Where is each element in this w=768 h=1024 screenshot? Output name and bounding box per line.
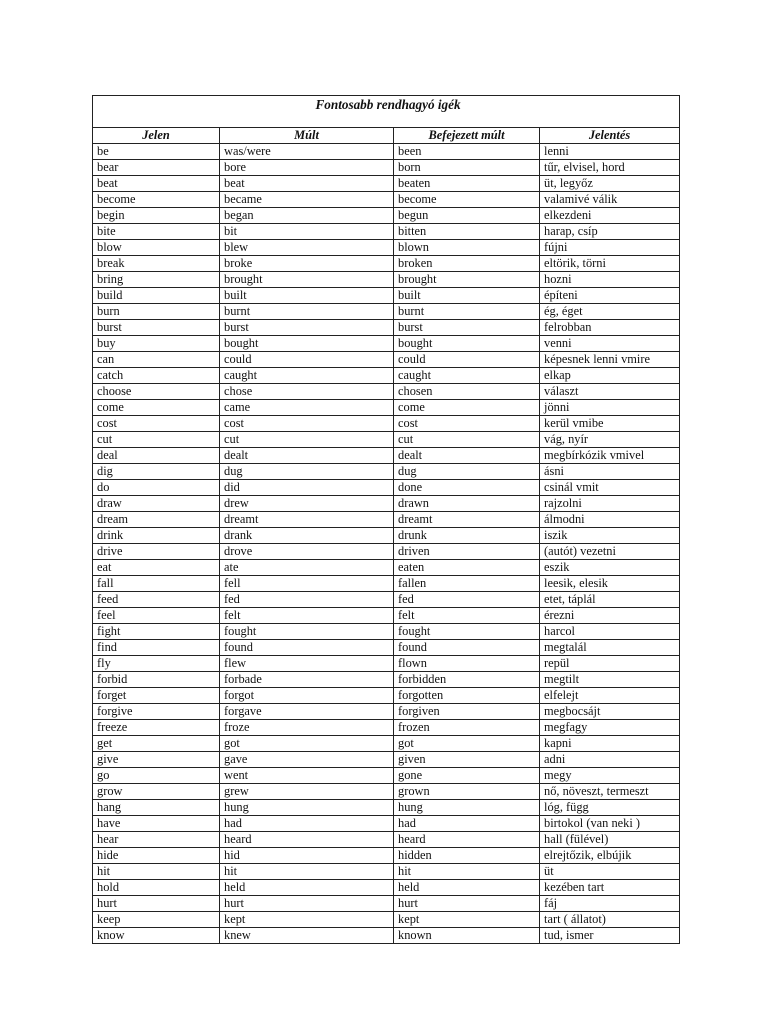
- present-form-cell: go: [93, 768, 220, 784]
- table-row: [93, 208, 680, 224]
- past-form-cell: chose: [220, 384, 394, 400]
- table-row: [93, 880, 680, 896]
- table-row: [93, 560, 680, 576]
- past-participle-cell: dreamt: [394, 512, 540, 528]
- table-row: [93, 752, 680, 768]
- past-participle-cell: broken: [394, 256, 540, 272]
- past-form-cell: brought: [220, 272, 394, 288]
- past-participle-cell: got: [394, 736, 540, 752]
- present-form-cell: break: [93, 256, 220, 272]
- column-header-past-participle: Befejezett múlt: [394, 128, 540, 144]
- past-participle-cell: bitten: [394, 224, 540, 240]
- meaning-cell: venni: [540, 336, 680, 352]
- past-form-cell: hung: [220, 800, 394, 816]
- meaning-cell: fújni: [540, 240, 680, 256]
- past-participle-cell: brought: [394, 272, 540, 288]
- column-header-meaning: Jelentés: [540, 128, 680, 144]
- present-form-cell: fight: [93, 624, 220, 640]
- past-form-cell: broke: [220, 256, 394, 272]
- meaning-cell: rajzolni: [540, 496, 680, 512]
- meaning-cell: fáj: [540, 896, 680, 912]
- past-form-cell: became: [220, 192, 394, 208]
- present-form-cell: forbid: [93, 672, 220, 688]
- present-form-cell: drive: [93, 544, 220, 560]
- meaning-cell: hall (fülével): [540, 832, 680, 848]
- present-form-cell: become: [93, 192, 220, 208]
- meaning-cell: megy: [540, 768, 680, 784]
- past-form-cell: bore: [220, 160, 394, 176]
- past-form-cell: hid: [220, 848, 394, 864]
- past-participle-cell: dug: [394, 464, 540, 480]
- past-form-cell: drank: [220, 528, 394, 544]
- past-form-cell: hurt: [220, 896, 394, 912]
- present-form-cell: freeze: [93, 720, 220, 736]
- present-form-cell: know: [93, 928, 220, 944]
- past-form-cell: built: [220, 288, 394, 304]
- past-form-cell: had: [220, 816, 394, 832]
- table-row: [93, 448, 680, 464]
- past-form-cell: began: [220, 208, 394, 224]
- past-participle-cell: become: [394, 192, 540, 208]
- table-row: [93, 896, 680, 912]
- table-row: [93, 768, 680, 784]
- past-form-cell: forgave: [220, 704, 394, 720]
- past-participle-cell: gone: [394, 768, 540, 784]
- past-participle-cell: frozen: [394, 720, 540, 736]
- past-form-cell: grew: [220, 784, 394, 800]
- past-form-cell: fell: [220, 576, 394, 592]
- past-participle-cell: burst: [394, 320, 540, 336]
- meaning-cell: adni: [540, 752, 680, 768]
- meaning-cell: leesik, elesik: [540, 576, 680, 592]
- present-form-cell: bear: [93, 160, 220, 176]
- present-form-cell: do: [93, 480, 220, 496]
- meaning-cell: megtilt: [540, 672, 680, 688]
- meaning-cell: jönni: [540, 400, 680, 416]
- table-row: [93, 272, 680, 288]
- present-form-cell: build: [93, 288, 220, 304]
- meaning-cell: elrejtőzik, elbújik: [540, 848, 680, 864]
- table-row: [93, 240, 680, 256]
- meaning-cell: ég, éget: [540, 304, 680, 320]
- past-form-cell: bought: [220, 336, 394, 352]
- past-form-cell: dreamt: [220, 512, 394, 528]
- present-form-cell: bring: [93, 272, 220, 288]
- past-participle-cell: blown: [394, 240, 540, 256]
- table-row: [93, 576, 680, 592]
- column-header-past: Múlt: [220, 128, 394, 144]
- table-row: [93, 832, 680, 848]
- present-form-cell: cost: [93, 416, 220, 432]
- past-form-cell: beat: [220, 176, 394, 192]
- past-participle-cell: bought: [394, 336, 540, 352]
- meaning-cell: felrobban: [540, 320, 680, 336]
- meaning-cell: érezni: [540, 608, 680, 624]
- present-form-cell: choose: [93, 384, 220, 400]
- past-participle-cell: felt: [394, 608, 540, 624]
- past-form-cell: kept: [220, 912, 394, 928]
- meaning-cell: vág, nyír: [540, 432, 680, 448]
- meaning-cell: megbocsájt: [540, 704, 680, 720]
- table-row: [93, 736, 680, 752]
- table-row: [93, 864, 680, 880]
- meaning-cell: tűr, elvisel, hord: [540, 160, 680, 176]
- past-participle-cell: beaten: [394, 176, 540, 192]
- table-row: [93, 784, 680, 800]
- table-row: [93, 416, 680, 432]
- present-form-cell: hold: [93, 880, 220, 896]
- past-participle-cell: forgiven: [394, 704, 540, 720]
- table-row: [93, 192, 680, 208]
- past-participle-cell: drawn: [394, 496, 540, 512]
- present-form-cell: hear: [93, 832, 220, 848]
- meaning-cell: álmodni: [540, 512, 680, 528]
- present-form-cell: hurt: [93, 896, 220, 912]
- present-form-cell: eat: [93, 560, 220, 576]
- meaning-cell: megtalál: [540, 640, 680, 656]
- table-row: [93, 352, 680, 368]
- table-row: [93, 528, 680, 544]
- present-form-cell: begin: [93, 208, 220, 224]
- past-participle-cell: come: [394, 400, 540, 416]
- present-form-cell: forgive: [93, 704, 220, 720]
- present-form-cell: get: [93, 736, 220, 752]
- past-participle-cell: cost: [394, 416, 540, 432]
- table-row: [93, 688, 680, 704]
- past-form-cell: knew: [220, 928, 394, 944]
- meaning-cell: repül: [540, 656, 680, 672]
- past-form-cell: went: [220, 768, 394, 784]
- meaning-cell: kerül vmibe: [540, 416, 680, 432]
- past-participle-cell: eaten: [394, 560, 540, 576]
- table-row: [93, 608, 680, 624]
- present-form-cell: have: [93, 816, 220, 832]
- past-participle-cell: forgotten: [394, 688, 540, 704]
- present-form-cell: buy: [93, 336, 220, 352]
- present-form-cell: find: [93, 640, 220, 656]
- table-row: [93, 320, 680, 336]
- past-participle-cell: dealt: [394, 448, 540, 464]
- meaning-cell: üt: [540, 864, 680, 880]
- irregular-verbs-table: [92, 95, 680, 944]
- present-form-cell: deal: [93, 448, 220, 464]
- past-participle-cell: built: [394, 288, 540, 304]
- meaning-cell: tart ( állatot): [540, 912, 680, 928]
- meaning-cell: kezében tart: [540, 880, 680, 896]
- meaning-cell: eszik: [540, 560, 680, 576]
- meaning-cell: tud, ismer: [540, 928, 680, 944]
- table-row: [93, 400, 680, 416]
- past-form-cell: cost: [220, 416, 394, 432]
- meaning-cell: (autót) vezetni: [540, 544, 680, 560]
- past-participle-cell: chosen: [394, 384, 540, 400]
- present-form-cell: beat: [93, 176, 220, 192]
- table-row: [93, 912, 680, 928]
- past-participle-cell: born: [394, 160, 540, 176]
- past-participle-cell: begun: [394, 208, 540, 224]
- meaning-cell: építeni: [540, 288, 680, 304]
- past-participle-cell: hurt: [394, 896, 540, 912]
- meaning-cell: hozni: [540, 272, 680, 288]
- table-row: [93, 496, 680, 512]
- meaning-cell: lenni: [540, 144, 680, 160]
- table-row: [93, 512, 680, 528]
- meaning-cell: elkap: [540, 368, 680, 384]
- table-row: [93, 592, 680, 608]
- meaning-cell: kapni: [540, 736, 680, 752]
- present-form-cell: grow: [93, 784, 220, 800]
- past-participle-cell: grown: [394, 784, 540, 800]
- present-form-cell: feed: [93, 592, 220, 608]
- table-row: [93, 288, 680, 304]
- table-row: [93, 144, 680, 160]
- meaning-cell: iszik: [540, 528, 680, 544]
- table-row: [93, 816, 680, 832]
- meaning-cell: lóg, függ: [540, 800, 680, 816]
- past-participle-cell: found: [394, 640, 540, 656]
- meaning-cell: ásni: [540, 464, 680, 480]
- header-row: [93, 128, 680, 144]
- past-form-cell: blew: [220, 240, 394, 256]
- past-form-cell: burnt: [220, 304, 394, 320]
- past-form-cell: hit: [220, 864, 394, 880]
- past-form-cell: forbade: [220, 672, 394, 688]
- table-row: [93, 304, 680, 320]
- present-form-cell: hide: [93, 848, 220, 864]
- past-form-cell: gave: [220, 752, 394, 768]
- table-title: Fontosabb rendhagyó igék: [93, 96, 680, 128]
- past-participle-cell: fought: [394, 624, 540, 640]
- meaning-cell: választ: [540, 384, 680, 400]
- past-participle-cell: kept: [394, 912, 540, 928]
- present-form-cell: feel: [93, 608, 220, 624]
- past-participle-cell: flown: [394, 656, 540, 672]
- past-form-cell: felt: [220, 608, 394, 624]
- past-form-cell: heard: [220, 832, 394, 848]
- past-form-cell: caught: [220, 368, 394, 384]
- present-form-cell: be: [93, 144, 220, 160]
- table-row: [93, 720, 680, 736]
- past-form-cell: could: [220, 352, 394, 368]
- past-participle-cell: burnt: [394, 304, 540, 320]
- table-row: [93, 256, 680, 272]
- table-row: [93, 368, 680, 384]
- meaning-cell: etet, táplál: [540, 592, 680, 608]
- past-participle-cell: held: [394, 880, 540, 896]
- past-form-cell: bit: [220, 224, 394, 240]
- meaning-cell: eltörik, törni: [540, 256, 680, 272]
- present-form-cell: hit: [93, 864, 220, 880]
- present-form-cell: burst: [93, 320, 220, 336]
- present-form-cell: give: [93, 752, 220, 768]
- past-form-cell: found: [220, 640, 394, 656]
- past-form-cell: flew: [220, 656, 394, 672]
- meaning-cell: harap, csíp: [540, 224, 680, 240]
- meaning-cell: elfelejt: [540, 688, 680, 704]
- table-row: [93, 704, 680, 720]
- present-form-cell: fly: [93, 656, 220, 672]
- table-row: [93, 800, 680, 816]
- past-participle-cell: been: [394, 144, 540, 160]
- past-form-cell: drove: [220, 544, 394, 560]
- past-participle-cell: done: [394, 480, 540, 496]
- table-row: [93, 464, 680, 480]
- past-form-cell: drew: [220, 496, 394, 512]
- meaning-cell: birtokol (van neki ): [540, 816, 680, 832]
- past-form-cell: cut: [220, 432, 394, 448]
- meaning-cell: megbírkózik vmivel: [540, 448, 680, 464]
- past-participle-cell: known: [394, 928, 540, 944]
- past-form-cell: forgot: [220, 688, 394, 704]
- present-form-cell: can: [93, 352, 220, 368]
- table-row: [93, 480, 680, 496]
- past-participle-cell: drunk: [394, 528, 540, 544]
- column-header-present: Jelen: [93, 128, 220, 144]
- present-form-cell: dream: [93, 512, 220, 528]
- present-form-cell: catch: [93, 368, 220, 384]
- past-form-cell: got: [220, 736, 394, 752]
- meaning-cell: harcol: [540, 624, 680, 640]
- past-form-cell: was/were: [220, 144, 394, 160]
- table-row: [93, 848, 680, 864]
- table-row: [93, 224, 680, 240]
- present-form-cell: keep: [93, 912, 220, 928]
- present-form-cell: draw: [93, 496, 220, 512]
- table-row: [93, 672, 680, 688]
- verb-rows: [93, 144, 680, 944]
- past-participle-cell: fed: [394, 592, 540, 608]
- present-form-cell: drink: [93, 528, 220, 544]
- meaning-cell: valamivé válik: [540, 192, 680, 208]
- past-form-cell: fought: [220, 624, 394, 640]
- past-participle-cell: caught: [394, 368, 540, 384]
- past-participle-cell: heard: [394, 832, 540, 848]
- title-row: [93, 96, 680, 128]
- present-form-cell: fall: [93, 576, 220, 592]
- meaning-cell: nő, növeszt, termeszt: [540, 784, 680, 800]
- meaning-cell: képesnek lenni vmire: [540, 352, 680, 368]
- table-row: [93, 624, 680, 640]
- past-form-cell: held: [220, 880, 394, 896]
- present-form-cell: come: [93, 400, 220, 416]
- past-participle-cell: driven: [394, 544, 540, 560]
- table-row: [93, 176, 680, 192]
- past-participle-cell: fallen: [394, 576, 540, 592]
- past-participle-cell: could: [394, 352, 540, 368]
- meaning-cell: csinál vmit: [540, 480, 680, 496]
- present-form-cell: dig: [93, 464, 220, 480]
- table-row: [93, 640, 680, 656]
- past-participle-cell: hung: [394, 800, 540, 816]
- table-row: [93, 432, 680, 448]
- present-form-cell: burn: [93, 304, 220, 320]
- past-participle-cell: forbidden: [394, 672, 540, 688]
- table-row: [93, 928, 680, 944]
- meaning-cell: üt, legyőz: [540, 176, 680, 192]
- past-form-cell: burst: [220, 320, 394, 336]
- past-participle-cell: cut: [394, 432, 540, 448]
- present-form-cell: forget: [93, 688, 220, 704]
- past-form-cell: dealt: [220, 448, 394, 464]
- present-form-cell: hang: [93, 800, 220, 816]
- present-form-cell: cut: [93, 432, 220, 448]
- meaning-cell: elkezdeni: [540, 208, 680, 224]
- past-form-cell: dug: [220, 464, 394, 480]
- table-row: [93, 656, 680, 672]
- meaning-cell: megfagy: [540, 720, 680, 736]
- present-form-cell: blow: [93, 240, 220, 256]
- past-form-cell: froze: [220, 720, 394, 736]
- past-form-cell: came: [220, 400, 394, 416]
- past-form-cell: ate: [220, 560, 394, 576]
- table-row: [93, 384, 680, 400]
- past-form-cell: did: [220, 480, 394, 496]
- table-row: [93, 336, 680, 352]
- past-participle-cell: given: [394, 752, 540, 768]
- past-participle-cell: hit: [394, 864, 540, 880]
- present-form-cell: bite: [93, 224, 220, 240]
- table-row: [93, 160, 680, 176]
- table-row: [93, 544, 680, 560]
- past-participle-cell: had: [394, 816, 540, 832]
- past-form-cell: fed: [220, 592, 394, 608]
- past-participle-cell: hidden: [394, 848, 540, 864]
